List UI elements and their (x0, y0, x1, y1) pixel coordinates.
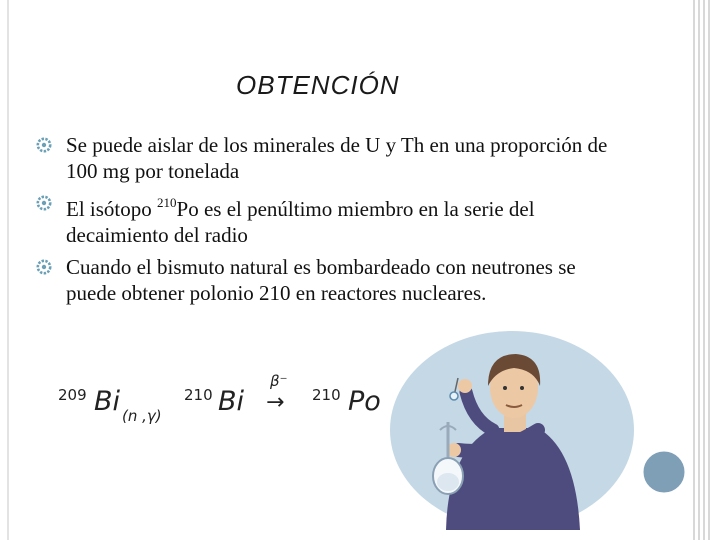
po210-symbol: Po (348, 386, 381, 417)
scientist-illustration (388, 330, 638, 530)
frame-line-right-2 (698, 0, 700, 540)
slide-title: OBTENCIÓN (236, 70, 400, 100)
bullet-item (36, 190, 616, 248)
frame-line-right-1 (693, 0, 695, 540)
bullet-text-pre: El isótopo (66, 197, 158, 221)
frame-line-left (7, 0, 9, 540)
beta-decay-label: β⁻ (270, 372, 288, 390)
bi210-symbol: Bi (218, 386, 245, 417)
bullet-item (36, 132, 616, 184)
reaction-arrow: → (266, 390, 285, 415)
bi209-symbol: Bi (94, 386, 121, 417)
decorative-circle (640, 448, 688, 496)
bi210-mass-number: 210 (184, 386, 213, 404)
bullet-text: Cuando el bismuto natural es bombardeado con neutrones se puede obtener polonio 210 en reactores nucleares. (66, 255, 576, 305)
frame-line-right-4 (708, 0, 710, 540)
po210-mass-number: 210 (312, 386, 341, 404)
bullet-text: Se puede aislar de los minerales de U y Th en una proporción de 100 mg por tonelada (66, 133, 608, 183)
gear-icon (36, 195, 52, 211)
gear-icon (36, 137, 52, 153)
bullet-list (36, 132, 616, 312)
frame-line-right-3 (703, 0, 705, 540)
gear-icon (36, 259, 52, 275)
bullet-item (36, 254, 616, 306)
bi209-mass-number: 209 (58, 386, 87, 404)
nuclear-reaction-equation (58, 372, 398, 432)
bullet-text-post: Po es el penúltimo miembro en la serie del decaimiento del radio (66, 197, 535, 247)
isotope-mass-superscript: 210 (157, 195, 177, 210)
reaction-notation: (n ,γ) (122, 407, 162, 425)
